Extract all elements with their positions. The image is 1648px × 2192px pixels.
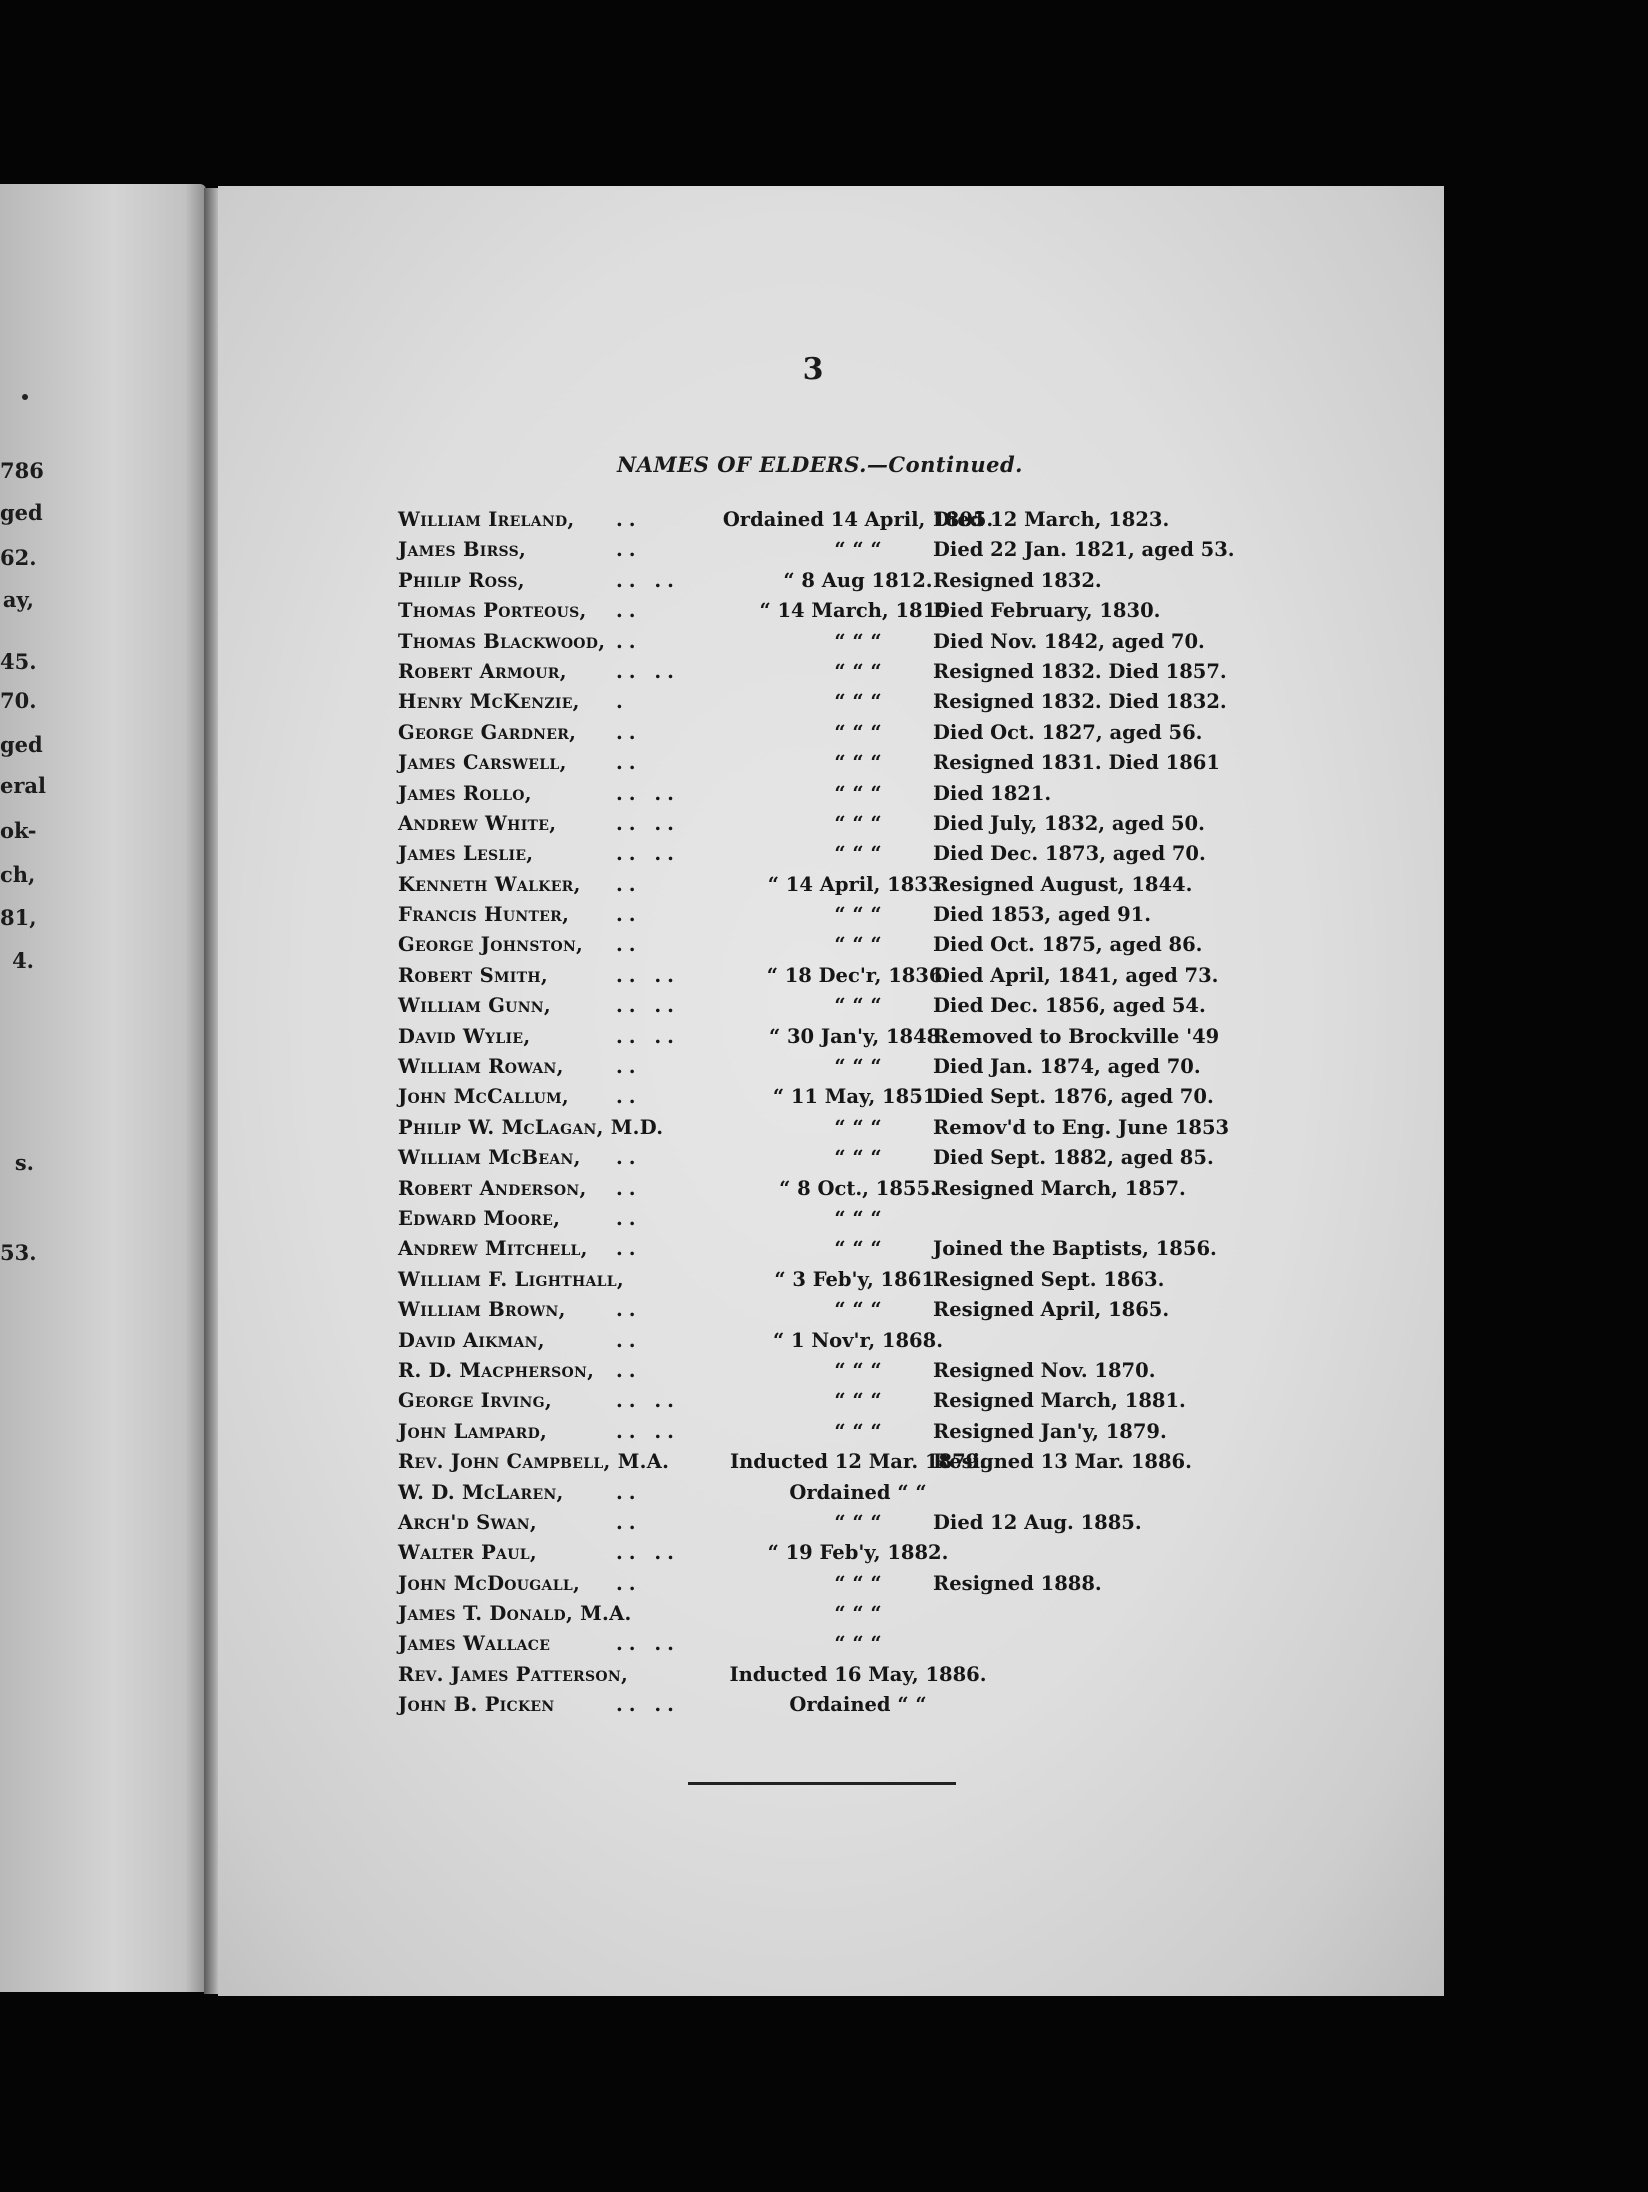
ordination-entry: “ 30 Jan'y, 1848. — [768, 1024, 948, 1048]
ordination-entry: Ordained 14 April, 1805. — [722, 508, 994, 531]
elder-row — [398, 1602, 1258, 1632]
leader-dots: .. .. — [616, 1632, 680, 1656]
leader-dots: .. — [616, 1298, 642, 1322]
elder-note: Resigned 1832. — [933, 568, 1102, 592]
elder-name: William Brown, — [398, 1298, 566, 1322]
leader-dots: .. .. — [616, 781, 680, 805]
ordination-entry: “ “ “ — [834, 1055, 882, 1079]
elder-row — [398, 721, 1258, 751]
elder-name: James Leslie, — [398, 842, 534, 866]
leader-dots: .. .. — [616, 1389, 680, 1413]
elder-row — [398, 1693, 1258, 1723]
elder-note: Removed to Brockville '49 — [933, 1024, 1220, 1048]
elder-name: Walter Paul, — [398, 1541, 537, 1565]
elder-row — [398, 1055, 1258, 1085]
leader-dots: .. — [616, 1571, 642, 1595]
ordination-entry: Inducted 12 Mar. 1879. — [729, 1450, 987, 1474]
elder-row — [398, 599, 1258, 629]
elder-row — [398, 1329, 1258, 1359]
elder-name: Andrew Mitchell, — [398, 1237, 588, 1261]
leader-dots: . — [616, 690, 629, 714]
elder-name: Robert Anderson, — [398, 1176, 587, 1200]
elder-name: William McBean, — [398, 1146, 581, 1170]
ordination-entry: “ “ “ — [834, 1389, 882, 1413]
elder-row — [398, 1207, 1258, 1237]
leader-dots: .. — [616, 1055, 642, 1079]
elder-name: James Birss, — [398, 538, 527, 562]
elder-name: W. D. McLaren, — [398, 1480, 564, 1504]
elder-name: Robert Armour, — [398, 659, 567, 683]
elder-note: Died Oct. 1875, aged 86. — [933, 933, 1203, 957]
leader-dots: .. — [616, 751, 642, 775]
ordination-entry: “ “ “ — [834, 933, 882, 957]
elder-row — [398, 1359, 1258, 1389]
elder-note: Resigned March, 1881. — [933, 1389, 1186, 1413]
left-page-fragment: ch, — [0, 862, 36, 887]
leader-dots: .. — [616, 599, 642, 623]
elder-note: Died Sept. 1876, aged 70. — [933, 1085, 1214, 1109]
elder-name: George Johnston, — [398, 933, 584, 957]
elder-name: James T. Donald, M.A. — [398, 1602, 632, 1626]
ordination-entry: “ “ “ — [834, 1115, 882, 1139]
elder-note: Resigned 1888. — [933, 1571, 1102, 1595]
elder-row — [398, 1389, 1258, 1419]
elder-name: George Irving, — [398, 1389, 552, 1413]
elder-note: Resigned April, 1865. — [933, 1298, 1170, 1322]
elder-note: Died 12 Aug. 1885. — [933, 1510, 1142, 1534]
leader-dots: .. — [616, 1206, 642, 1230]
elder-row — [398, 782, 1258, 812]
ordination-entry: “ “ “ — [834, 1571, 882, 1595]
elder-note: Died July, 1832, aged 50. — [933, 811, 1205, 835]
elder-row — [398, 1298, 1258, 1328]
elder-note: Died Oct. 1827, aged 56. — [933, 720, 1203, 744]
elder-note: Died 1821. — [933, 781, 1052, 805]
left-page-fragment: 70. — [0, 688, 37, 713]
elder-name: Henry McKenzie, — [398, 690, 580, 714]
leader-dots: .. — [616, 1480, 642, 1504]
elder-note: Died February, 1830. — [933, 599, 1161, 623]
ordination-entry: “ 1 Nov'r, 1868. — [773, 1328, 943, 1352]
elder-name: Andrew White, — [398, 811, 557, 835]
closing-rule — [688, 1782, 956, 1785]
elder-name: Robert Smith, — [398, 963, 548, 987]
ordination-entry: “ “ “ — [834, 1237, 882, 1261]
ordination-entry: “ “ “ — [834, 659, 882, 683]
ordination-entry: “ “ “ — [834, 690, 882, 714]
elder-note: Died 12 March, 1823. — [933, 508, 1170, 531]
leader-dots: .. — [616, 720, 642, 744]
elder-note: Resigned 1832. Died 1857. — [933, 659, 1227, 683]
elder-name: Edward Moore, — [398, 1206, 561, 1230]
leader-dots: .. — [616, 1328, 642, 1352]
leader-dots: .. — [616, 1358, 642, 1382]
leader-dots: .. .. — [616, 963, 680, 987]
elder-row — [398, 933, 1258, 963]
ordination-entry: “ 14 March, 1819. — [759, 599, 957, 623]
left-page-fragment: s. — [14, 1150, 34, 1175]
elder-note: Died Dec. 1873, aged 70. — [933, 842, 1206, 866]
ordination-entry: Inducted 16 May, 1886. — [729, 1662, 987, 1686]
elder-row — [398, 1025, 1258, 1055]
leader-dots: .. .. — [616, 568, 680, 592]
elder-name: Philip Ross, — [398, 568, 525, 592]
elder-note: Resigned August, 1844. — [933, 872, 1193, 896]
elder-name: John McDougall, — [398, 1571, 581, 1595]
elder-name: John Lampard, — [398, 1419, 548, 1443]
elder-row — [398, 873, 1258, 903]
left-page-fragment: 62. — [0, 545, 37, 570]
leader-dots: .. — [616, 1146, 642, 1170]
elder-row — [398, 1146, 1258, 1176]
elder-note: Died 22 Jan. 1821, aged 53. — [933, 538, 1235, 562]
elder-name: William Ireland, — [398, 508, 575, 531]
elder-note: Resigned March, 1857. — [933, 1176, 1186, 1200]
elder-name: James Rollo, — [398, 781, 532, 805]
elder-row — [398, 538, 1258, 568]
left-page-fragment: 81, — [0, 905, 37, 930]
elder-row — [398, 569, 1258, 599]
elder-row — [398, 964, 1258, 994]
elder-row — [398, 812, 1258, 842]
elder-name: Francis Hunter, — [398, 903, 570, 927]
elder-row — [398, 660, 1258, 690]
elder-name: William Rowan, — [398, 1055, 564, 1079]
elder-row — [398, 1450, 1258, 1480]
elder-row — [398, 842, 1258, 872]
leader-dots: .. — [616, 538, 642, 562]
left-page-fragment: 53. — [0, 1240, 37, 1265]
elder-note: Died April, 1841, aged 73. — [933, 963, 1219, 987]
elder-note: Died Nov. 1842, aged 70. — [933, 629, 1205, 653]
ordination-entry: “ “ “ — [834, 1298, 882, 1322]
left-page — [0, 184, 206, 1992]
elder-note: Died Dec. 1856, aged 54. — [933, 994, 1206, 1018]
ordination-entry: “ “ “ — [834, 811, 882, 835]
elder-row — [398, 1511, 1258, 1541]
elder-name: Thomas Blackwood, — [398, 629, 606, 653]
elder-name: David Aikman, — [398, 1328, 545, 1352]
left-page-fragment: eral — [0, 773, 47, 798]
ordination-entry: “ “ “ — [834, 1510, 882, 1534]
elder-note: Resigned Sept. 1863. — [933, 1267, 1165, 1291]
elder-row — [398, 1420, 1258, 1450]
elder-note: Resigned Jan'y, 1879. — [933, 1419, 1167, 1443]
elder-note: Died 1853, aged 91. — [933, 903, 1152, 927]
elder-row — [398, 1663, 1258, 1693]
elder-name: Kenneth Walker, — [398, 872, 581, 896]
elder-note: Remov'd to Eng. June 1853 — [933, 1115, 1230, 1139]
elder-name: William Gunn, — [398, 994, 551, 1018]
ordination-entry: “ 8 Aug 1812. — [783, 568, 933, 592]
elder-row — [398, 1541, 1258, 1571]
leader-dots: .. .. — [616, 659, 680, 683]
ink-speck — [22, 394, 28, 400]
leader-dots: .. .. — [616, 1541, 680, 1565]
ordination-entry: “ “ “ — [834, 1146, 882, 1170]
elder-note: Resigned 1831. Died 1861 — [933, 751, 1220, 775]
ordination-entry: “ “ “ — [834, 1419, 882, 1443]
elder-row — [398, 1237, 1258, 1267]
left-page-fragment: ok- — [0, 818, 37, 843]
elders-list — [398, 508, 1258, 1724]
leader-dots: .. .. — [616, 842, 680, 866]
elder-row — [398, 1177, 1258, 1207]
elder-row — [398, 1632, 1258, 1662]
ordination-entry: “ “ “ — [834, 1358, 882, 1382]
elder-name: David Wylie, — [398, 1024, 531, 1048]
ordination-entry: “ 11 May, 1851. — [772, 1085, 944, 1109]
ordination-entry: “ 19 Feb'y, 1882. — [767, 1541, 949, 1565]
left-page-fragment: 4. — [12, 948, 34, 973]
leader-dots: .. — [616, 872, 642, 896]
ordination-entry: “ “ “ — [834, 538, 882, 562]
ordination-entry: “ “ “ — [834, 1632, 882, 1656]
elder-name: James Carswell, — [398, 751, 567, 775]
elder-name: Arch'd Swan, — [398, 1510, 537, 1534]
elder-note: Resigned 13 Mar. 1886. — [933, 1450, 1192, 1474]
elder-note: Died Sept. 1882, aged 85. — [933, 1146, 1214, 1170]
ordination-entry: “ 18 Dec'r, 1836. — [766, 963, 950, 987]
leader-dots: .. .. — [616, 1693, 680, 1717]
ordination-entry: “ 8 Oct., 1855. — [779, 1176, 937, 1200]
elder-note: Resigned 1832. Died 1832. — [933, 690, 1227, 714]
elder-name: John McCallum, — [398, 1085, 569, 1109]
elder-note: Died Jan. 1874, aged 70. — [933, 1055, 1201, 1079]
ordination-entry: “ “ “ — [834, 842, 882, 866]
left-page-fragment: 786 — [0, 458, 44, 483]
elder-note: Joined the Baptists, 1856. — [933, 1237, 1217, 1261]
leader-dots: .. .. — [616, 811, 680, 835]
ordination-entry: “ “ “ — [834, 720, 882, 744]
section-title: NAMES OF ELDERS.—Continued. — [617, 452, 1023, 477]
leader-dots: .. — [616, 508, 642, 531]
ordination-entry: “ “ “ — [834, 1206, 882, 1230]
elder-name: R. D. Macpherson, — [398, 1358, 595, 1382]
leader-dots: .. — [616, 903, 642, 927]
elder-name: Thomas Porteous, — [398, 599, 587, 623]
leader-dots: .. .. — [616, 1419, 680, 1443]
left-page-fragment: ay, — [2, 587, 34, 612]
elder-name: William F. Lighthall, — [398, 1267, 625, 1291]
elder-row — [398, 690, 1258, 720]
elder-row — [398, 994, 1258, 1024]
page-number: 3 — [802, 352, 824, 387]
ordination-entry: “ 3 Feb'y, 1861. — [774, 1267, 942, 1291]
ordination-entry: Ordained “ “ — [789, 1480, 927, 1504]
elder-row — [398, 508, 1258, 538]
elder-row — [398, 903, 1258, 933]
left-page-fragment: 45. — [0, 649, 37, 674]
leader-dots: .. .. — [616, 994, 680, 1018]
ordination-entry: “ “ “ — [834, 994, 882, 1018]
left-page-fragment: ged — [0, 732, 43, 757]
ordination-entry: Ordained “ “ — [789, 1693, 927, 1717]
leader-dots: .. — [616, 933, 642, 957]
ordination-entry: “ “ “ — [834, 751, 882, 775]
ordination-entry: “ “ “ — [834, 903, 882, 927]
ordination-entry: “ “ “ — [834, 629, 882, 653]
elder-row — [398, 630, 1258, 660]
elder-row — [398, 751, 1258, 781]
leader-dots: .. — [616, 1510, 642, 1534]
elder-name: James Wallace — [398, 1632, 551, 1656]
elder-row — [398, 1085, 1258, 1115]
elder-row — [398, 1572, 1258, 1602]
left-page-fragment: ged — [0, 500, 43, 525]
ordination-entry: “ “ “ — [834, 781, 882, 805]
ordination-entry: “ “ “ — [834, 1602, 882, 1626]
elder-row — [398, 1116, 1258, 1146]
elder-row — [398, 1481, 1258, 1511]
elder-name: Rev. John Campbell, M.A. — [398, 1450, 670, 1474]
elder-note: Resigned Nov. 1870. — [933, 1358, 1156, 1382]
leader-dots: .. — [616, 1085, 642, 1109]
elder-name: Philip W. McLagan, M.D. — [398, 1115, 664, 1139]
leader-dots: .. .. — [616, 1024, 680, 1048]
leader-dots: .. — [616, 1176, 642, 1200]
leader-dots: .. — [616, 629, 642, 653]
leader-dots: .. — [616, 1237, 642, 1261]
elder-row — [398, 1268, 1258, 1298]
elder-name: Rev. James Patterson, — [398, 1662, 629, 1686]
elder-name: George Gardner, — [398, 720, 577, 744]
elder-name: John B. Picken — [398, 1693, 555, 1717]
ordination-entry: “ 14 April, 1833. — [767, 872, 949, 896]
